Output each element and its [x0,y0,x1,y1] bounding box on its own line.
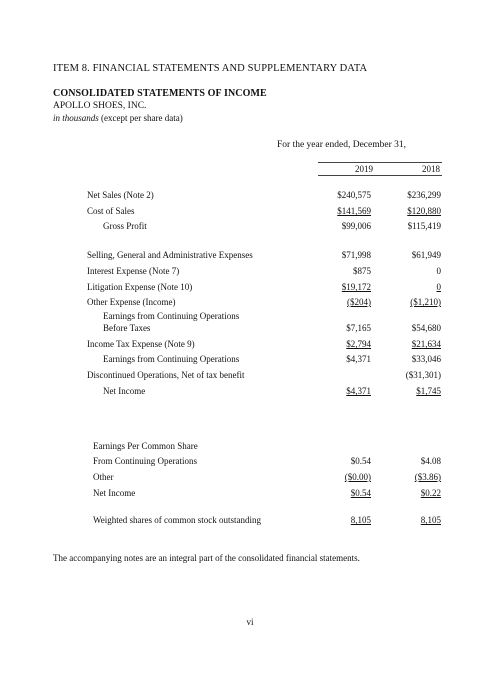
table-row [0,190,497,202]
table-row [0,221,497,233]
value-2019: $4,371 [346,354,371,364]
value-2018: $1,745 [416,386,441,396]
value-2018: 8,105 [420,515,441,525]
value-2019: $240,575 [337,190,371,200]
value-2018: ($31,301) [405,370,441,380]
table-row [0,282,497,294]
units-italic: in thousands [53,113,99,123]
value-2018: $236,299 [407,190,441,200]
table-row [0,472,497,484]
page-number: vi [246,617,254,627]
value-2019: $99,006 [341,221,371,231]
value-2019: $71,998 [341,250,371,260]
footer-note: The accompanying notes are an integral part of the consolidated financial statements. [53,553,360,563]
header-rule-bottom [318,175,442,176]
value-2018: ($3.86) [414,472,441,482]
value-2018: $21,634 [411,339,441,349]
value-2018: $54,680 [411,323,441,333]
value-2018: $4.08 [420,456,441,466]
units-rest: (except per share data) [98,113,183,123]
row-label: Earnings from Continuing Operations [103,311,240,321]
period-header: For the year ended, December 31, [277,140,406,150]
value-2019: $141,569 [337,206,371,216]
value-2019: ($204) [347,297,371,307]
value-2018: 0 [436,266,441,276]
value-2018: $0.22 [420,488,441,498]
value-2018: $115,419 [407,221,441,231]
row-label: Interest Expense (Note 7) [87,266,180,276]
table-row [0,266,497,278]
row-label: Other [93,472,114,482]
value-2018: ($1,210) [410,297,441,307]
company-name: APOLLO SHOES, INC. [53,101,147,111]
table-row [0,515,497,527]
row-label: Litigation Expense (Note 10) [87,282,193,292]
value-2019: $0.54 [350,488,371,498]
value-2019: $4,371 [346,386,371,396]
units-note [53,113,183,123]
table-row [0,441,497,453]
row-label: Earnings Per Common Share [93,441,198,451]
year-2019-header: 2019 [355,164,373,174]
table-row [0,250,497,262]
value-2019: $875 [353,266,371,276]
table-row [0,339,497,351]
value-2019: $7,165 [346,323,371,333]
header-rule-top [318,162,442,163]
value-2019: $0.54 [350,456,371,466]
value-2018: 0 [436,282,441,292]
row-label: Earnings from Continuing Operations [103,354,240,364]
table-row [0,354,497,366]
statement-title: CONSOLIDATED STATEMENTS OF INCOME [53,88,267,99]
year-2018-header: 2018 [422,164,440,174]
table-row [0,297,497,309]
value-2018: $120,880 [407,206,441,216]
row-label: Net Income [103,386,146,396]
value-2019: $19,172 [341,282,371,292]
value-2018: $61,949 [411,250,441,260]
table-row [0,311,497,323]
row-label: Income Tax Expense (Note 9) [87,339,195,349]
row-label: Net Sales (Note 2) [87,190,154,200]
table-row [0,206,497,218]
table-row [0,386,497,398]
table-row [0,370,497,382]
row-label: Gross Profit [103,221,147,231]
row-label: Before Taxes [103,323,151,333]
row-label: Discontinued Operations, Net of tax benefit [87,370,245,380]
table-row [0,456,497,468]
row-label: Selling, General and Administrative Expenses [87,250,253,260]
row-label: Net Income [93,488,136,498]
value-2019: ($0.00) [344,472,371,482]
table-row [0,323,497,335]
value-2019: 8,105 [350,515,371,525]
row-label: Other Expense (Income) [87,297,176,307]
section-title: ITEM 8. FINANCIAL STATEMENTS AND SUPPLEMENTARY DATA [53,63,368,74]
row-label: Weighted shares of common stock outstanding [93,515,261,525]
value-2018: $33,046 [411,354,441,364]
table-row [0,488,497,500]
value-2019: $2,794 [346,339,371,349]
row-label: From Continuing Operations [93,456,197,466]
row-label: Cost of Sales [87,206,135,216]
